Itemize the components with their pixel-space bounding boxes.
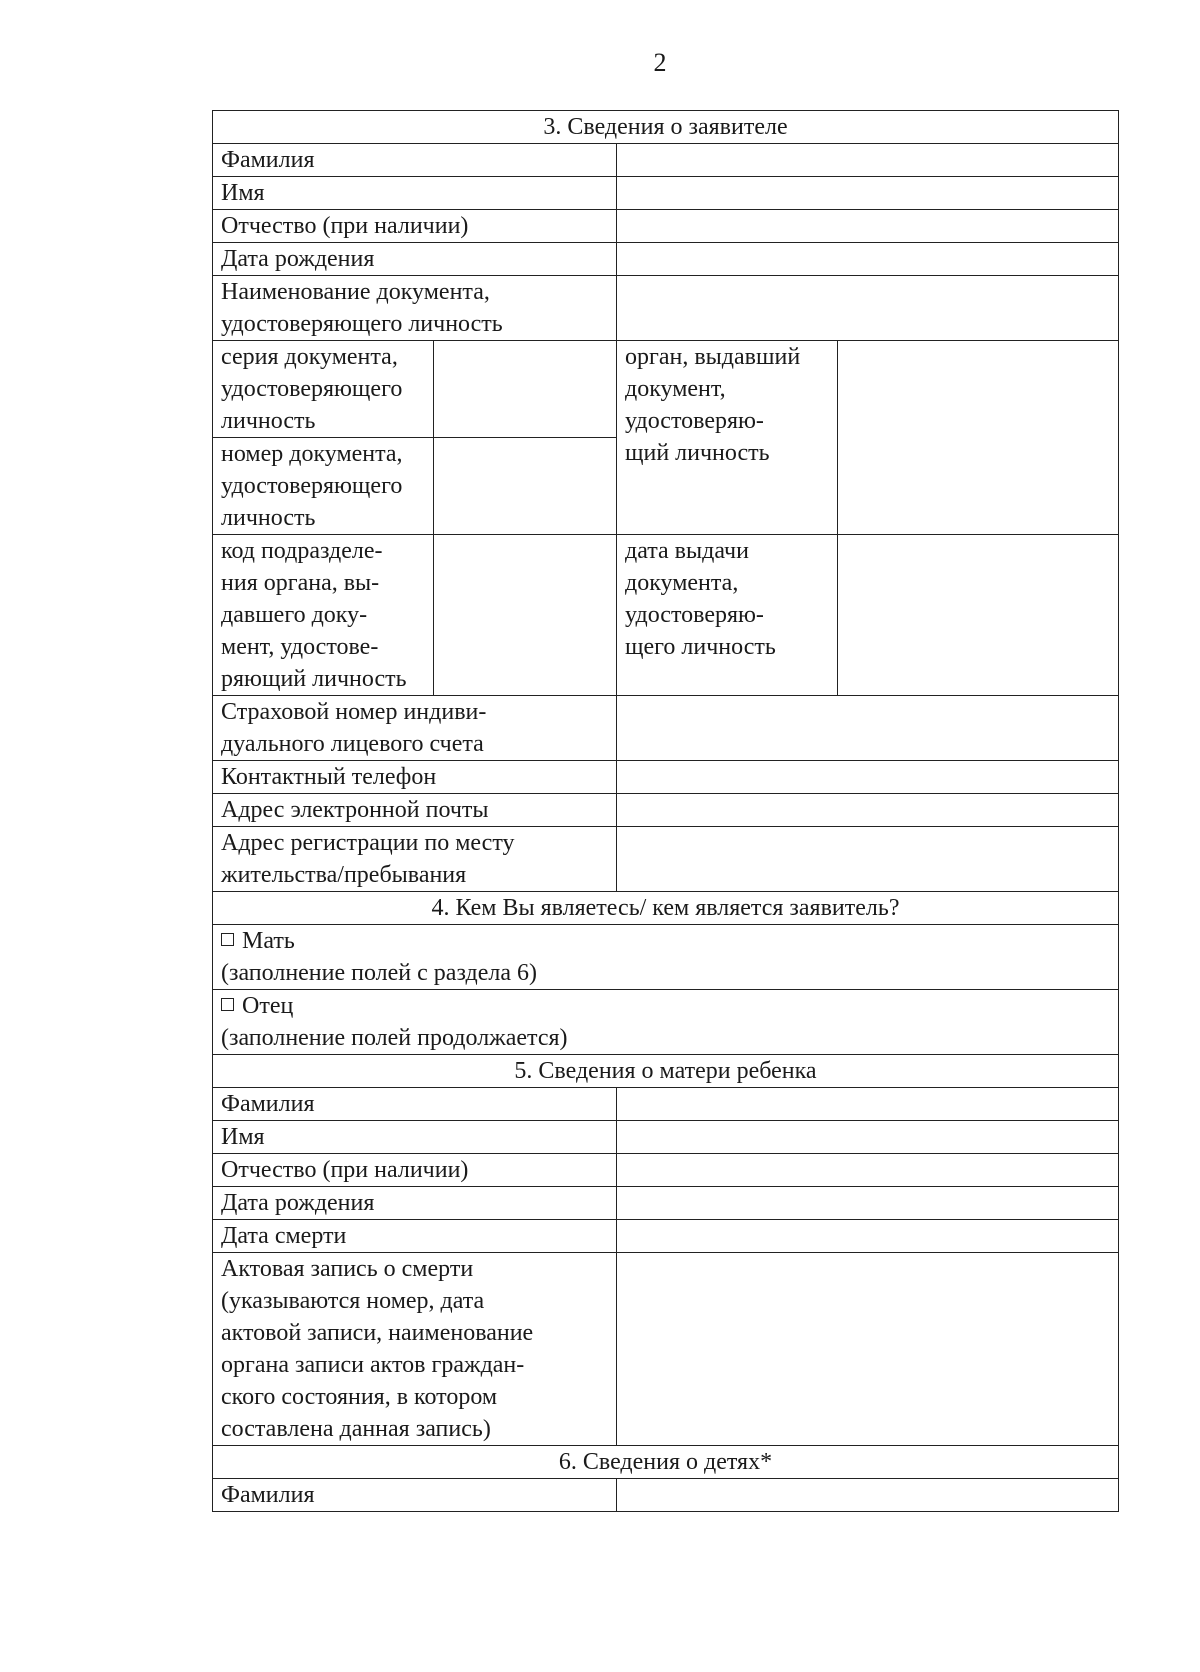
section-6-title: 6. Сведения о детях* — [213, 1446, 1119, 1479]
mother-surname-field[interactable] — [617, 1088, 1119, 1121]
division-code-label: код подразделе- ния органа, вы- давшего доку- мент, удостове- ряющий личность — [213, 535, 434, 696]
issuing-authority-field[interactable] — [838, 341, 1119, 535]
death-record-field[interactable] — [617, 1253, 1119, 1446]
issue-date-field[interactable] — [838, 535, 1119, 696]
page-number: 2 — [653, 48, 667, 77]
child-surname-label: Фамилия — [213, 1479, 617, 1512]
mother-option-label: Мать — [242, 928, 295, 954]
snils-label: Страховой номер индиви- дуального лицевого счета — [213, 696, 617, 761]
mother-death-date-label: Дата смерти — [213, 1220, 617, 1253]
snils-field[interactable] — [617, 696, 1119, 761]
father-option-label: Отец — [242, 993, 294, 1019]
mother-option[interactable] — [213, 925, 1119, 990]
mother-patronymic-field[interactable] — [617, 1154, 1119, 1187]
registration-address-field[interactable] — [617, 827, 1119, 892]
death-record-label: Актовая запись о смерти (указываются номер, дата актовой записи, наименование органа записи актов граждан- ского состояния, в котором составлена данная запись) — [213, 1253, 617, 1446]
division-code-field[interactable] — [434, 535, 617, 696]
section-4-title: 4. Кем Вы являетесь/ кем является заявитель? — [213, 892, 1119, 925]
mother-name-field[interactable] — [617, 1121, 1119, 1154]
applicant-name-label: Имя — [213, 177, 617, 210]
mother-name-label: Имя — [213, 1121, 617, 1154]
phone-field[interactable] — [617, 761, 1119, 794]
registration-address-label: Адрес регистрации по месту жительства/пребывания — [213, 827, 617, 892]
section-5-title: 5. Сведения о матери ребенка — [213, 1055, 1119, 1088]
issue-date-label: дата выдачи документа, удостоверяю- щего личность — [617, 535, 838, 696]
mother-patronymic-label: Отчество (при наличии) — [213, 1154, 617, 1187]
document-number-field[interactable] — [434, 438, 617, 535]
phone-label: Контактный телефон — [213, 761, 617, 794]
application-form-table — [212, 110, 1119, 1512]
applicant-surname-field[interactable] — [617, 144, 1119, 177]
document-number-label: номер документа, удостоверяющего личность — [213, 438, 434, 535]
father-checkbox[interactable] — [221, 998, 234, 1011]
applicant-surname-label: Фамилия — [213, 144, 617, 177]
document-series-label: серия документа, удостоверяющего личность — [213, 341, 434, 438]
child-surname-field[interactable] — [617, 1479, 1119, 1512]
applicant-name-field[interactable] — [617, 177, 1119, 210]
mother-birth-date-label: Дата рождения — [213, 1187, 617, 1220]
section-3-title: 3. Сведения о заявителе — [213, 111, 1119, 144]
issuing-authority-label: орган, выдавший документ, удостоверяю- щий личность — [617, 341, 838, 535]
mother-option-note: (заполнение полей с раздела 6) — [221, 960, 537, 986]
applicant-birth-date-label: Дата рождения — [213, 243, 617, 276]
applicant-patronymic-label: Отчество (при наличии) — [213, 210, 617, 243]
email-label: Адрес электронной почты — [213, 794, 617, 827]
mother-birth-date-field[interactable] — [617, 1187, 1119, 1220]
id-document-name-field[interactable] — [617, 276, 1119, 341]
mother-checkbox[interactable] — [221, 933, 234, 946]
mother-surname-label: Фамилия — [213, 1088, 617, 1121]
applicant-birth-date-field[interactable] — [617, 243, 1119, 276]
document-series-field[interactable] — [434, 341, 617, 438]
father-option[interactable] — [213, 990, 1119, 1055]
email-field[interactable] — [617, 794, 1119, 827]
father-option-note: (заполнение полей продолжается) — [221, 1025, 568, 1051]
applicant-patronymic-field[interactable] — [617, 210, 1119, 243]
mother-death-date-field[interactable] — [617, 1220, 1119, 1253]
id-document-name-label: Наименование документа, удостоверяющего личность — [213, 276, 617, 341]
